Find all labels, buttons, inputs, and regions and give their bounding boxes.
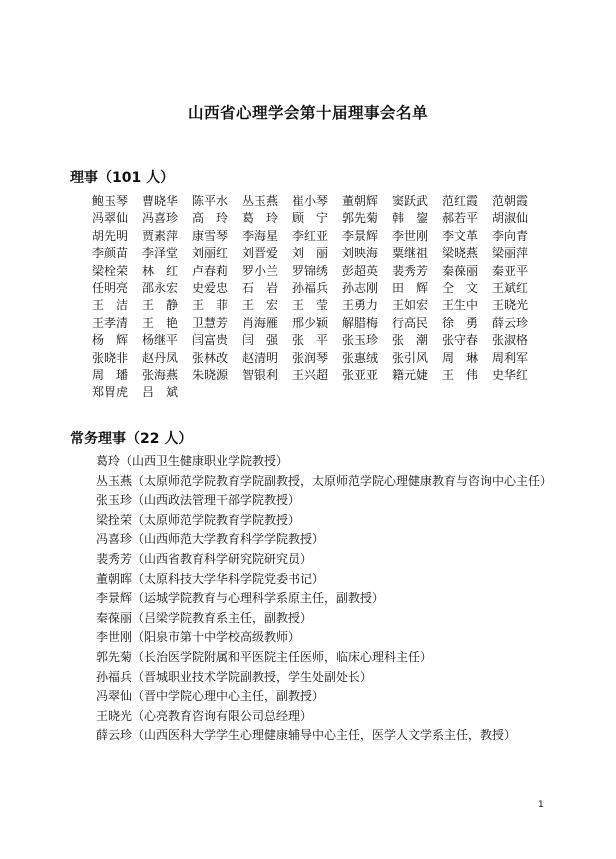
director-name: 陈平水 [192,194,229,208]
director-name: 丛玉燕 [242,194,279,208]
director-name: 葛 玲 [242,211,279,226]
section-heading-directors: 理事（101 人） [70,170,175,186]
director-name: 田 辉 [392,280,429,295]
director-name: 窦跃武 [392,194,429,208]
director-name: 智银利 [242,367,279,382]
director-name: 顾 宁 [292,211,329,226]
director-name: 史华红 [492,367,529,382]
director-name: 粟继祖 [392,246,429,261]
director-name: 王 菲 [192,298,229,313]
director-name: 赵清明 [242,350,279,365]
director-name: 冯翠仙 [92,211,129,226]
director-name: 周利军 [492,350,529,365]
director-name: 李泽堂 [142,246,179,261]
director-name: 罗小兰 [242,263,279,278]
director-name: 梁晓燕 [442,246,479,261]
director-name: 范朝霞 [492,194,529,208]
standing-directors-list [70,452,553,746]
standing-director-entry: 丛玉燕（太原师范学院教育学院副教授，太原师范学院心理健康教育与咨询中心主任） [96,473,553,488]
director-name: 张林改 [192,350,229,365]
director-name: 林 红 [142,263,179,278]
director-name: 李景辉 [342,228,379,243]
director-name: 张晓非 [92,350,129,365]
director-name: 籍元婕 [392,367,429,382]
director-name: 王勇力 [342,298,379,313]
director-name: 王如宏 [392,298,429,313]
standing-director-entry: 冯喜珍（山西师范大学教育科学学院教授） [96,532,325,547]
director-name: 王晓光 [492,298,529,313]
standing-director-entry: 孙福兵（晋城职业技术学院副教授，学生处副处长） [96,669,373,684]
director-name: 李海星 [242,228,279,243]
director-name: 赵丹凤 [142,350,179,365]
director-name: 秦亚平 [492,263,529,278]
director-name: 王 静 [142,298,179,313]
director-name: 刘丽红 [192,246,229,261]
director-name: 卫慧芳 [192,315,229,330]
standing-director-entry: 李景辉（运城学院教育与心理科学系原主任，副教授） [96,591,385,606]
director-name: 吕 斌 [142,385,179,400]
standing-director-entry: 王晓光（心亮教育咨询有限公司总经理） [96,708,313,723]
director-name: 张 平 [292,333,329,348]
director-name: 仝 文 [442,280,479,295]
director-name: 刘晋爱 [242,246,279,261]
director-name: 张淑格 [492,333,529,348]
standing-director-entry: 冯翠仙（晋中学院心理中心主任，副教授） [96,689,325,704]
director-name: 张亚亚 [342,367,379,382]
director-name: 梁丽萍 [492,246,529,261]
director-name: 张 潮 [392,333,429,348]
director-name: 郝若平 [442,211,479,226]
director-name: 周 琳 [442,350,479,365]
director-name: 高 玲 [192,211,229,226]
director-name: 范红霞 [442,194,479,208]
standing-director-entry: 葛玲（山西卫生健康职业学院教授） [96,454,289,468]
director-name: 薛云珍 [492,315,529,330]
director-name: 周 璠 [92,367,129,382]
director-name: 王 宏 [242,298,279,313]
director-name: 张玉珍 [342,333,379,348]
director-name: 王 洁 [92,298,129,313]
director-name: 李文革 [442,228,479,243]
director-name: 王孝清 [92,315,129,330]
director-name: 朱晓源 [192,367,229,382]
director-name: 贾素萍 [142,228,179,243]
director-name: 曹晓华 [142,194,179,208]
director-name: 史爱忠 [192,280,229,295]
director-name: 孙志刚 [342,280,379,295]
director-name: 裴秀芳 [392,263,429,278]
standing-director-entry: 李世刚（阳泉市第十中学校高级教师） [96,630,301,645]
director-name: 杨 辉 [92,333,129,348]
standing-director-entry: 秦葆丽（吕梁学院教育系主任，副教授） [96,610,313,625]
page-number: 1 [538,800,544,810]
director-name: 冯喜珍 [142,211,179,226]
director-name: 王 莹 [292,298,329,313]
director-name: 王 伟 [442,367,479,382]
document-title: 山西省心理学会第十届理事会名单 [187,104,428,122]
director-name: 李向青 [492,228,529,243]
directors-name-grid [92,193,542,402]
director-name: 闫 强 [242,333,279,348]
director-name: 解腊梅 [342,315,379,330]
director-name: 鲍玉琴 [92,194,129,208]
director-name: 石 岩 [242,280,279,295]
director-name: 张引风 [392,350,429,365]
standing-director-entry: 张玉珍（山西政法管理干部学院教授） [96,493,301,508]
director-name: 闫富贵 [192,333,229,348]
director-name: 郭先菊 [342,211,379,226]
director-name: 邵永宏 [142,280,179,295]
standing-director-entry: 薛云珍（山西医科大学学生心理健康辅导中心主任，医学人文学系主任，教授） [96,728,517,743]
director-name: 王生中 [442,298,479,313]
director-name: 张守春 [442,333,479,348]
director-name: 王斌红 [492,280,529,295]
director-name: 张惠绒 [342,350,379,365]
standing-director-entry: 裴秀芳（山西省教育科学研究院研究员） [96,551,313,566]
director-name: 张润琴 [292,350,329,365]
director-name: 梁栓荣 [92,263,129,278]
director-name: 刘 丽 [292,246,329,261]
director-name: 王 艳 [142,315,179,330]
director-name: 胡淑仙 [492,211,529,226]
director-name: 李红亚 [292,228,329,243]
director-name: 张海燕 [142,367,179,382]
director-name: 崔小琴 [292,194,329,208]
director-name: 王兴超 [292,367,329,382]
section-heading-standing-directors: 常务理事（22 人） [70,431,193,447]
director-name: 杨继平 [142,333,179,348]
director-name: 罗锦绣 [292,263,329,278]
director-name: 韩 鋆 [392,211,429,226]
director-name: 肖海雁 [242,315,279,330]
standing-director-entry: 董朝晖（太原科技大学华科学院党委书记） [96,571,325,586]
standing-director-entry: 郭先菊（长治医学院附属和平医院主任医师，临床心理科主任） [96,649,433,664]
director-name: 刘映海 [342,246,379,261]
director-name: 李颜苗 [92,246,129,261]
director-name: 康雪琴 [192,228,229,243]
director-name: 李世刚 [392,228,429,243]
director-name: 孙福兵 [292,280,329,295]
director-name: 邢少颖 [292,315,329,330]
director-name: 董朝辉 [342,194,379,208]
director-name: 郑胃虎 [92,385,129,400]
director-name: 行高民 [392,315,429,330]
director-name: 卢春莉 [192,263,229,278]
director-name: 彭超英 [342,263,379,278]
director-name: 秦葆丽 [442,263,479,278]
director-name: 胡先明 [92,228,129,243]
director-name: 任明亮 [92,280,129,295]
director-name: 徐 勇 [442,315,479,330]
standing-director-entry: 梁拴荣（太原师范学院教育学院教授） [96,512,301,527]
